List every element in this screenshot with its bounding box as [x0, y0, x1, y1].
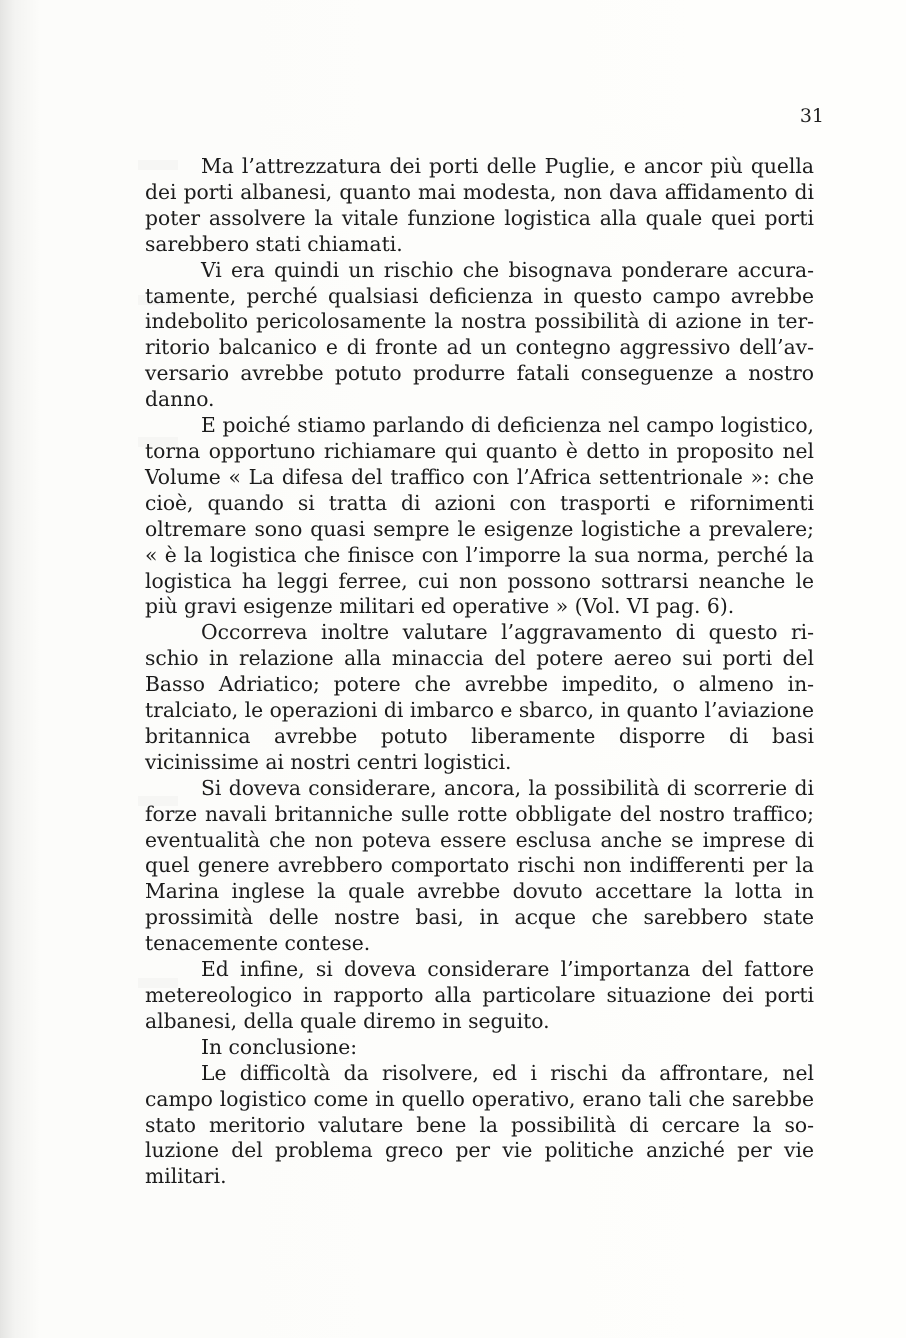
- paragraph: E poiché stiamo parlando di deficienza nel campo logistico, torna opportuno richiamare qui quanto è detto in proposito nel Volume « La difesa del traffico con l’Africa settentrionale »: che cioè, quando si tratta di azioni con trasporti e rifornimenti oltremare sono quasi sempre le esigenze logistiche a prevalere; « è la logistica che finisce con l’imporre la sua norma, perché la logistica ha leggi ferree, cui non possono sottrarsi neanche le più gravi esigenze militari ed operative » (Vol. VI pag. 6).: [145, 413, 814, 619]
- paragraph: Le difficoltà da risolvere, ed i rischi da affrontare, nel campo logistico come in quello operativo, erano tali che sarebbe stato meritorio valutare bene la possibilità di cercare la soluzione del problema greco per vie politiche anziché per vie militari.: [145, 1060, 814, 1189]
- body-text: [145, 154, 814, 1190]
- paragraph: Si doveva considerare, ancora, la possibilità di scorrerie di forze navali britanniche sulle rotte obbligate del nostro traffico; eventualità che non poteva essere esclusa anche se imprese di quel genere avrebbero comportato rischi non indifferenti per la Marina inglese la quale avrebbe dovuto accettare la lotta in prossimità delle nostre basi, in acque che sarebbero state tenacemente contese.: [145, 775, 814, 956]
- paragraph: Vi era quindi un rischio che bisognava ponderare accuratamente, perché qualsiasi deficienza in questo campo avrebbe indebolito pericolosamente la nostra possibilità di azione in territorio balcanico e di fronte ad un contegno aggressivo dell’avversario avrebbe potuto produrre fatali conseguenze a nostro danno.: [145, 257, 814, 412]
- page-number: 31: [799, 105, 824, 127]
- paragraph: Ma l’attrezzatura dei porti delle Puglie, e ancor più quella dei porti albanesi, quanto mai modesta, non dava affidamento di poter assolvere la vitale funzione logistica alla quale quei porti sarebbero stati chiamati.: [145, 154, 814, 256]
- paragraph: Occorreva inoltre valutare l’aggravamento di questo rischio in relazione alla minaccia del potere aereo sui porti del Basso Adriatico; potere che avrebbe impedito, o almeno intralciato, le operazioni di imbarco e sbarco, in quanto l’aviazione britannica avrebbe potuto liberamente disporre di basi vicinissime ai nostri centri logistici.: [145, 620, 814, 774]
- paragraph: In conclusione:: [201, 1034, 358, 1059]
- paragraph: Ed infine, si doveva considerare l’importanza del fattore metereologico in rapporto alla particolare situazione dei porti albanesi, della quale diremo in seguito.: [145, 957, 814, 1033]
